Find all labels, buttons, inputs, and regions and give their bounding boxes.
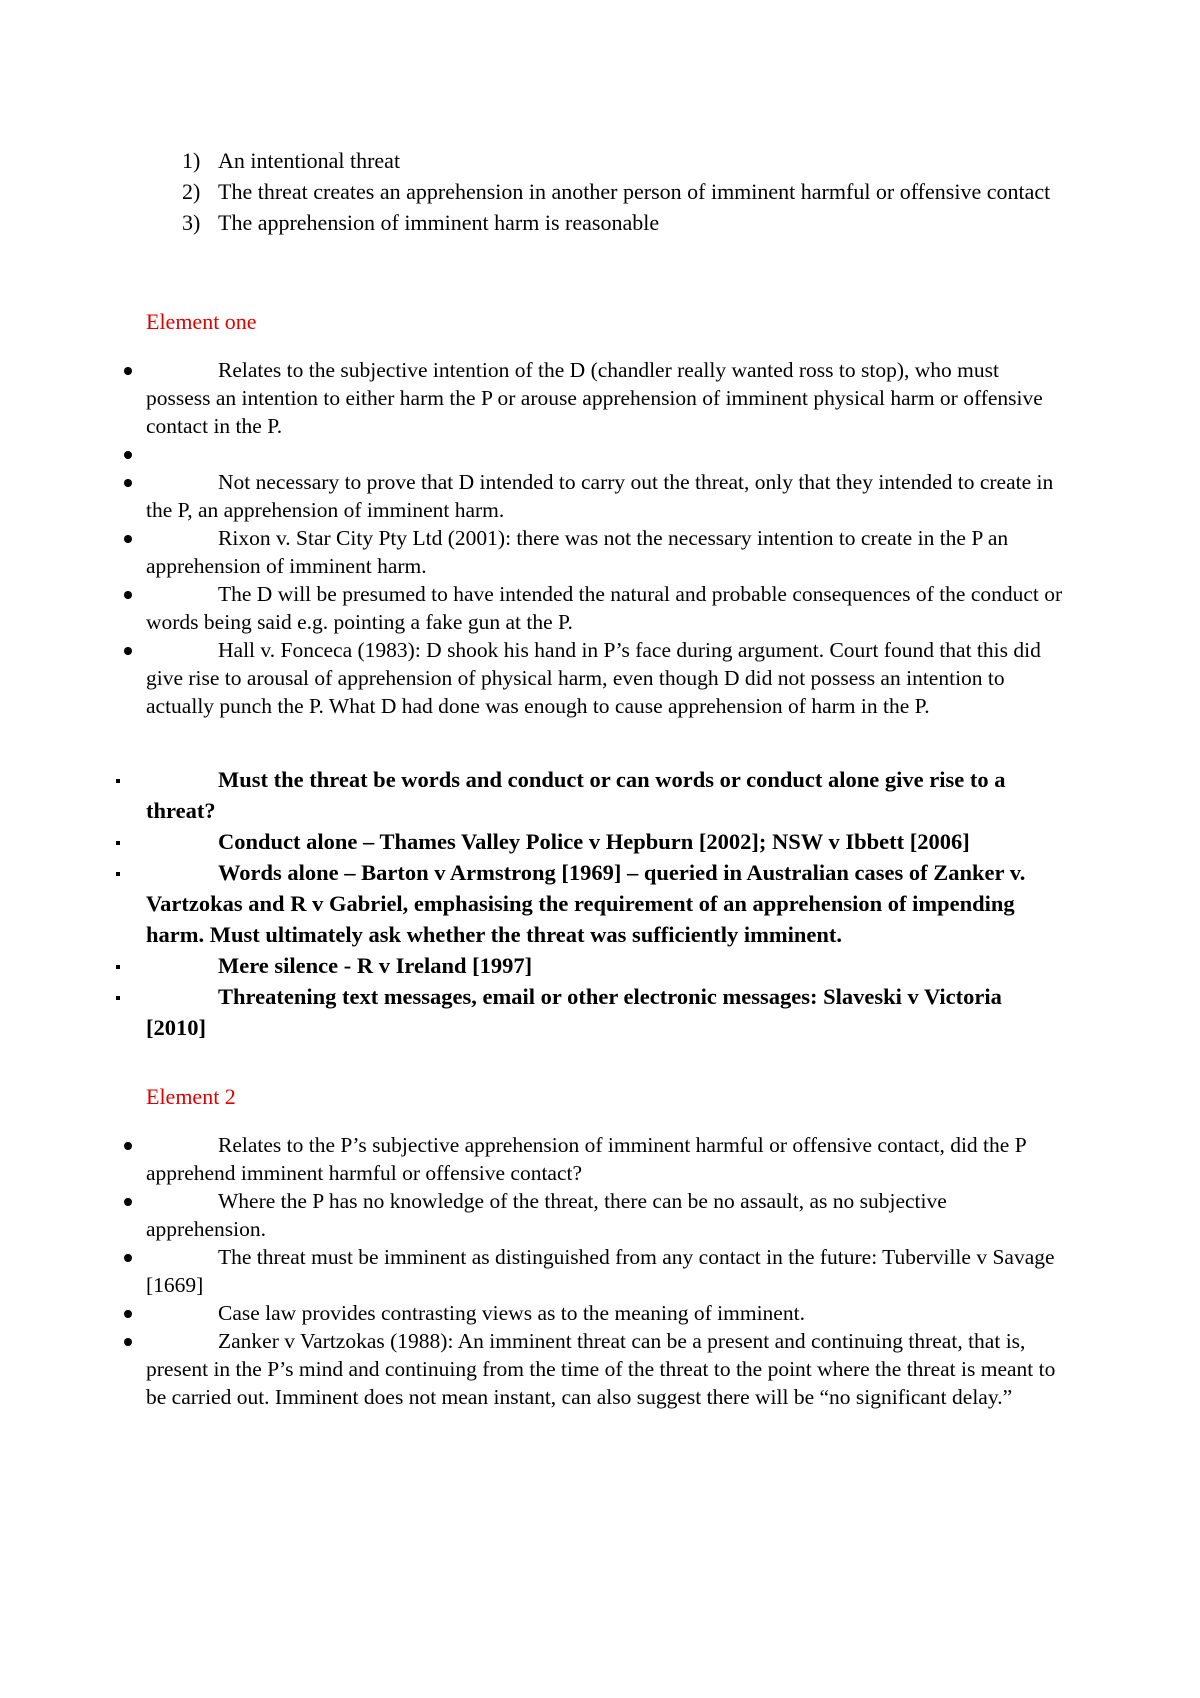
bullet-dot xyxy=(124,1198,132,1206)
bullet-text: Not necessary to prove that D intended to carry out the threat, only that they intended to create in the P, an apprehension of imminent harm. xyxy=(146,470,1054,522)
bullet-text: Rixon v. Star City Pty Ltd (2001): there was not the necessary intention to create in the P an apprehension of imminent harm. xyxy=(146,526,1009,578)
bullet-text: Relates to the P’s subjective apprehension of imminent harmful or offensive contact, did the P apprehend imminent harmful or offensive contact? xyxy=(146,1133,1026,1185)
bullet-dot xyxy=(124,591,132,599)
square-bullet xyxy=(116,996,120,1000)
bold-bullet-text: Threatening text messages, email or other electronic messages: Slaveski v Victoria [2010] xyxy=(146,984,1002,1040)
bullet-item xyxy=(146,1131,1066,1187)
bullet-text: Zanker v Vartzokas (1988): An imminent threat can be a present and continuing threat, that is, present in the P’s mind and continuing from the time of the threat to the point where the threat is meant to be carried out. Imminent does not mean instant, can also suggest there will be “no significant delay.” xyxy=(146,1329,1056,1409)
bullet-text: Hall v. Fonceca (1983): D shook his hand in P’s face during argument. Court found that this did give rise to arousal of apprehension of physical harm, even though D did not possess an intention to actually punch the P. What D had done was enough to cause apprehension of harm in the P. xyxy=(146,638,1041,718)
numbered-item xyxy=(146,145,1066,176)
bullet-dot xyxy=(124,1142,132,1150)
elements-numbered-list xyxy=(146,145,1066,238)
bullet-dot xyxy=(124,535,132,543)
item-number: 2) xyxy=(182,179,201,204)
bullet-item xyxy=(146,524,1066,580)
bullet-dot xyxy=(124,451,132,459)
numbered-item xyxy=(146,207,1066,238)
element-one-threat-questions xyxy=(146,764,1066,1043)
bold-bullet-item xyxy=(146,981,1066,1043)
bullet-dot xyxy=(124,1338,132,1346)
bullet-text: Case law provides contrasting views as to the meaning of imminent. xyxy=(218,1301,805,1325)
bullet-item xyxy=(146,1327,1066,1411)
bold-bullet-text: Conduct alone – Thames Valley Police v Hepburn [2002]; NSW v Ibbett [2006] xyxy=(218,829,970,854)
element-two-heading: Element 2 xyxy=(146,1084,236,1109)
square-bullet xyxy=(116,965,120,969)
square-bullet xyxy=(116,872,120,876)
bullet-dot xyxy=(124,647,132,655)
bold-bullet-item xyxy=(146,764,1066,826)
bullet-item xyxy=(146,468,1066,524)
element-two-bullets xyxy=(146,1131,1066,1411)
bullet-text: The D will be presumed to have intended the natural and probable consequences of the conduct or words being said e.g. pointing a fake gun at the P. xyxy=(146,582,1063,634)
bold-bullet-text: Mere silence - R v Ireland [1997] xyxy=(218,953,533,978)
bullet-dot xyxy=(124,1310,132,1318)
bullet-dot xyxy=(124,479,132,487)
square-bullet xyxy=(116,841,120,845)
bullet-item xyxy=(146,636,1066,720)
bullet-dot xyxy=(124,367,132,375)
bullet-item xyxy=(146,1243,1066,1299)
item-number: 1) xyxy=(182,148,201,173)
bold-bullet-item xyxy=(146,950,1066,981)
document-content xyxy=(146,145,1066,1411)
bold-bullet-item xyxy=(146,857,1066,950)
bullet-text: Where the P has no knowledge of the threat, there can be no assault, as no subjective apprehension. xyxy=(146,1189,947,1241)
bullet-text: The threat must be imminent as distinguished from any contact in the future: Tuberville v Savage [1669] xyxy=(146,1245,1055,1297)
bullet-dot xyxy=(124,1254,132,1262)
square-bullet xyxy=(116,779,120,783)
bullet-text: Relates to the subjective intention of the D (chandler really wanted ross to stop), who must possess an intention to either harm the P or arouse apprehension of imminent physical harm or offensive contact in the P. xyxy=(146,358,1043,438)
bullet-item xyxy=(146,440,1066,468)
bullet-item xyxy=(146,1299,1066,1327)
numbered-item xyxy=(146,176,1066,207)
bullet-item xyxy=(146,1187,1066,1243)
item-text: An intentional threat xyxy=(218,148,401,173)
bullet-item xyxy=(146,580,1066,636)
bullet-item xyxy=(146,356,1066,440)
bold-bullet-item xyxy=(146,826,1066,857)
item-text: The apprehension of imminent harm is reasonable xyxy=(218,210,660,235)
item-text: The threat creates an apprehension in another person of imminent harmful or offensive contact xyxy=(218,179,1051,204)
element-one-heading: Element one xyxy=(146,309,257,334)
bold-bullet-text: Words alone – Barton v Armstrong [1969] – queried in Australian cases of Zanker v. Vartzokas and R v Gabriel, emphasising the requirement of an apprehension of impending harm. Must ultimately ask whether the threat was sufficiently imminent. xyxy=(146,860,1026,947)
bold-bullet-text: Must the threat be words and conduct or can words or conduct alone give rise to a threat? xyxy=(146,767,1006,823)
element-one-bullets xyxy=(146,356,1066,720)
item-number: 3) xyxy=(182,210,201,235)
